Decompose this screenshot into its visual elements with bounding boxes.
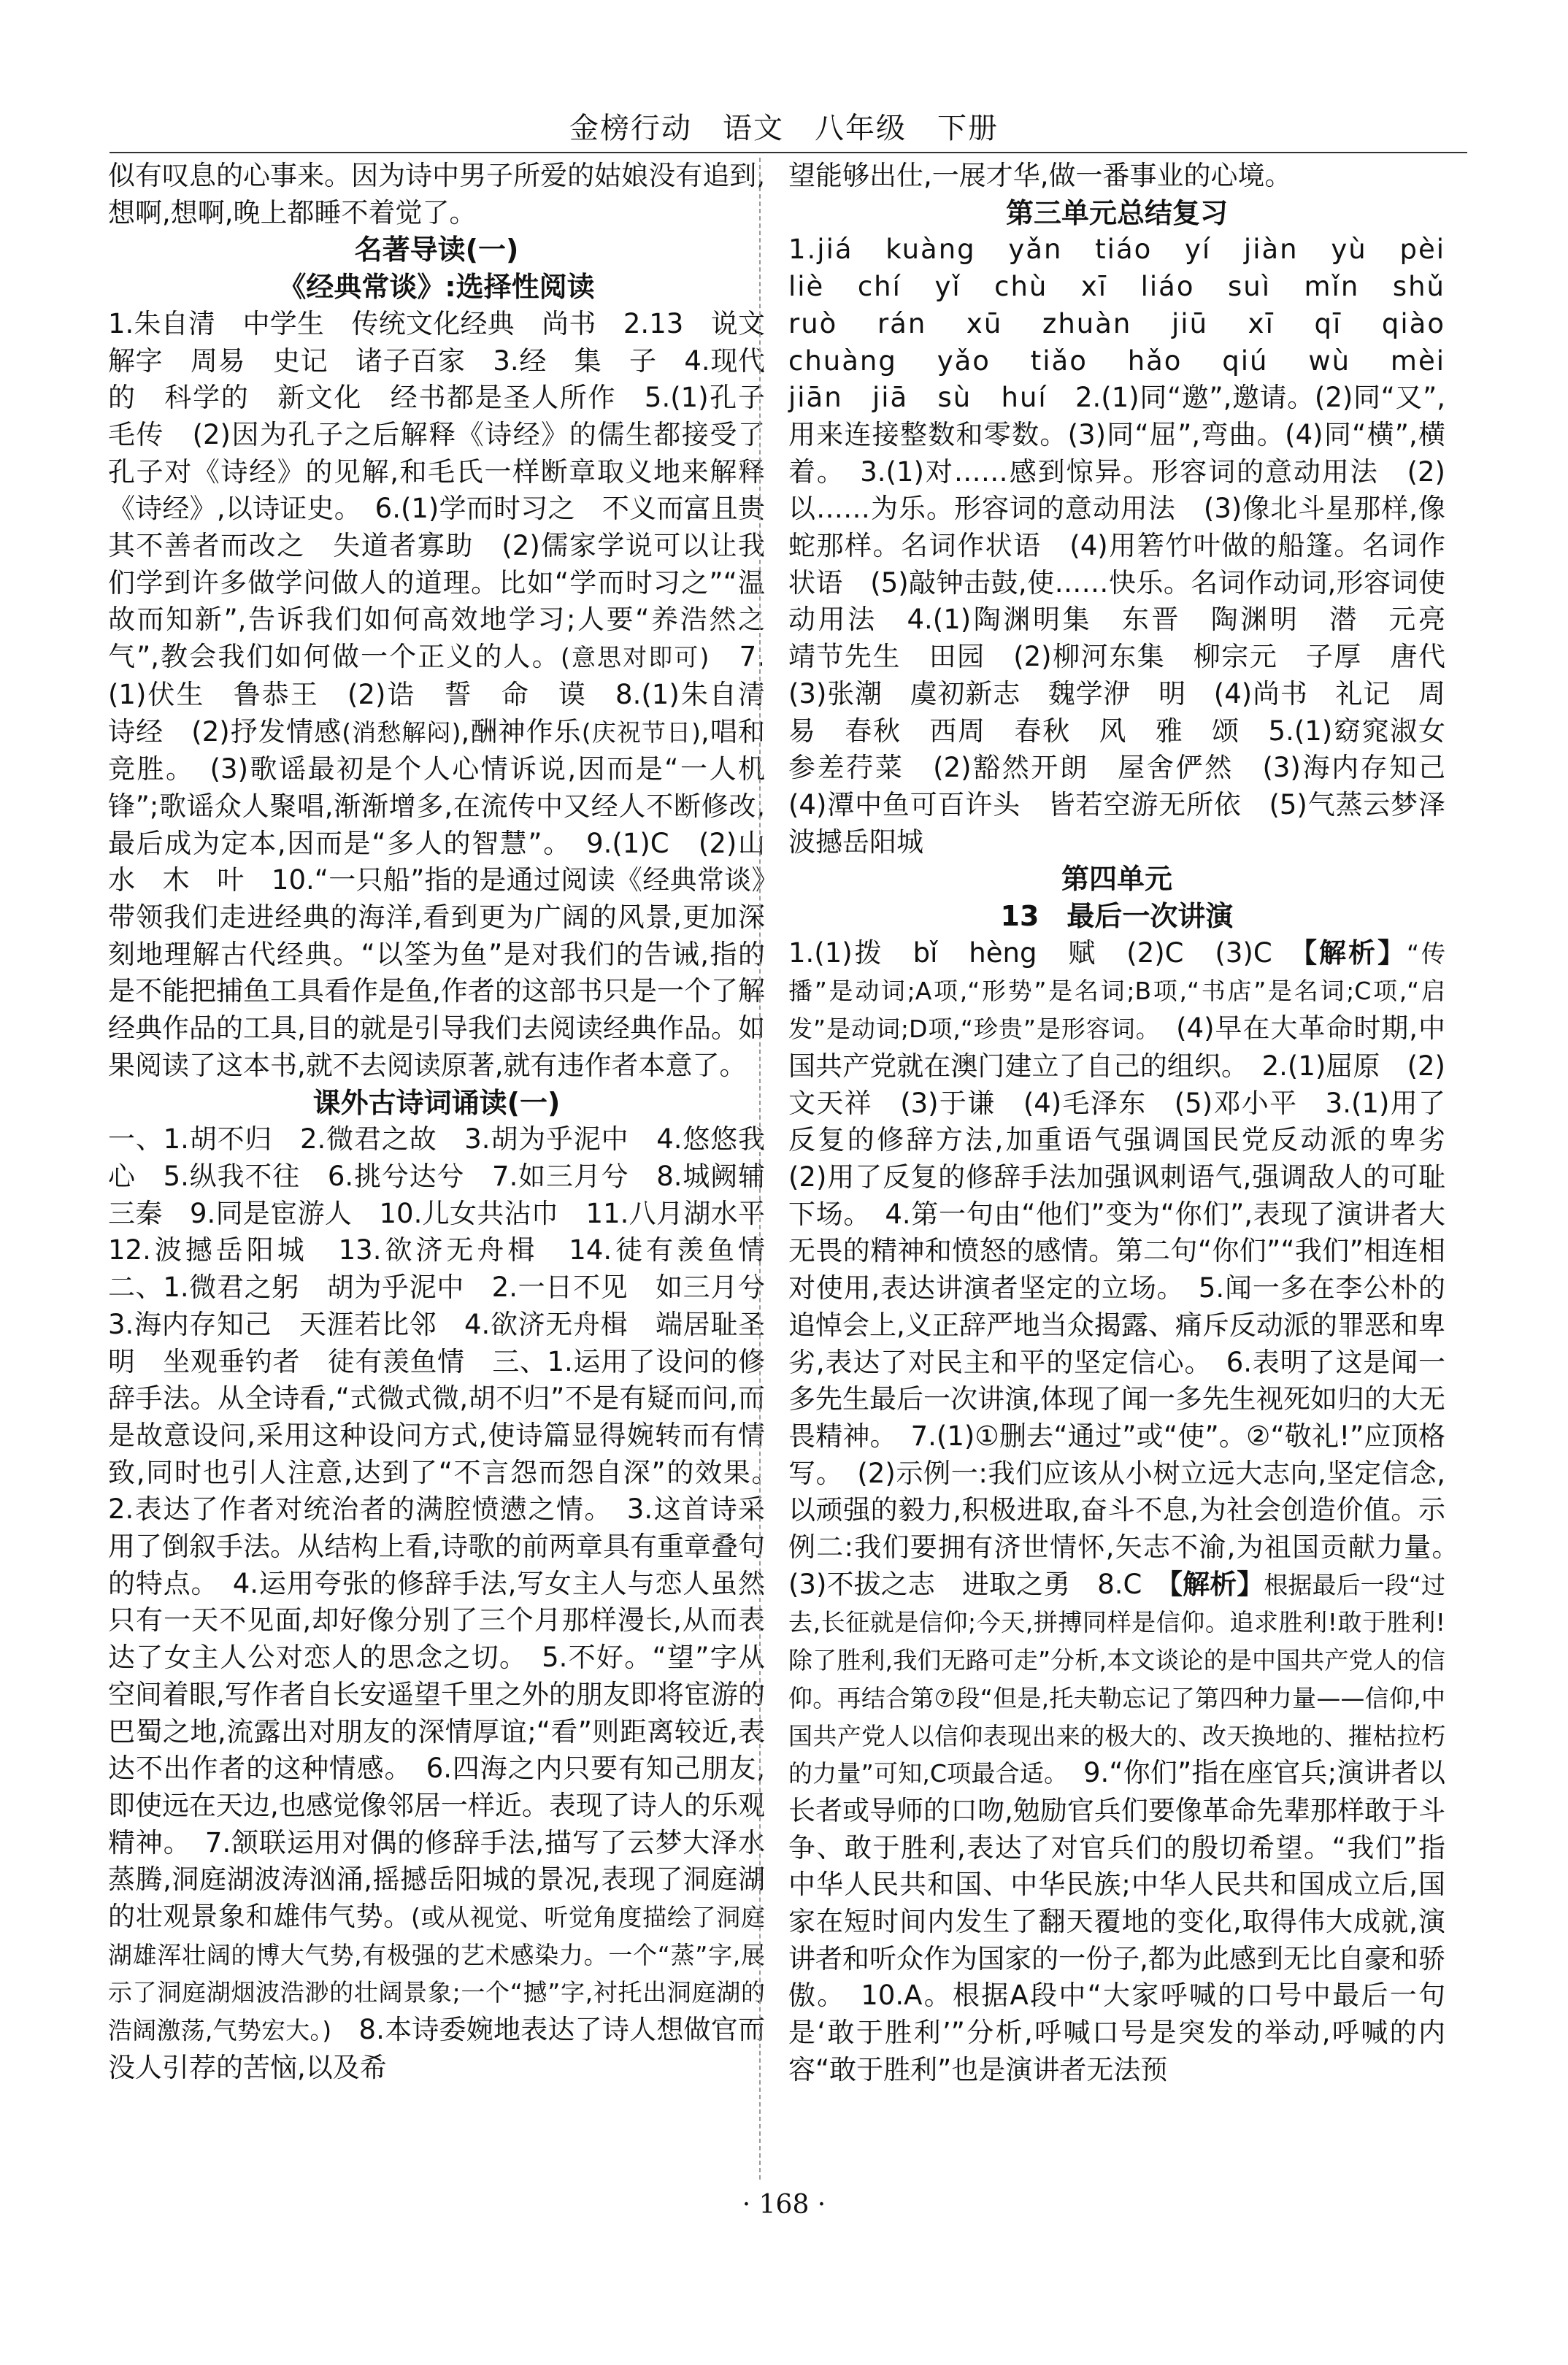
answers-text: 2.(1)同“邀”,邀请。(2)同“又”,用来连接整数和零数。(3)同“屈”,弯曲。(4)同“横”,横着。 3.(1)对……感到惊异。形容词的意动用法 (2)以……为乐。形容词的意动用法 (3)像北斗星那样,像蛇那样。名词作状语 (4)用箬竹叶做的船篷。名词作状语 (5)敲钟击鼓,使……快乐。名词作动词,形容词使动用法 4.(1)陶渊明集 东晋 陶渊明 潜 元亮 靖节先生 田园 (2)柳河东集 柳宗元 子厚 唐代 (3)张潮 虞初新志 魏学洢 明 (4)尚书 礼记 周易 春秋 西周 春秋 风 雅 颂 5.(1)窈窕淑女 参差荇菜 (2)豁然开朗 屋舍俨然 (3)海内存知己 (4)潭中鱼可百许头 皆若空游无所依 (5)气蒸云梦泽 波撼岳阳城 xyxy=(788,382,1472,858)
pinyin-answers: 1.jiá kuàng yǎn tiáo yí jiàn yù pèi liè chí yǐ chù xī liáo suì mǐn shǔ ruò rán xū zhuàn jiū xī qī qiào chuàng yǎo tiǎo hǎo qiú wù mèi jiān jiā sù huí xyxy=(788,234,1474,414)
column-divider xyxy=(759,158,761,2180)
answers-text: (4)早在大革命时期,中国共产党就在澳门建立了自己的组织。 2.(1)屈原 (2)文天祥 (3)于谦 (4)毛泽东 (5)邓小平 3.(1)用了反复的修辞方法,加重语气强调国民党反动派的卑劣 (2)用了反复的修辞手法加强讽刺语气,强调敌人的可耻下场。 4.第一句由“他们”变为“你们”,表现了演讲者大无畏的精神和愤怒的感情。第二句“你们”“我们”相连相对使用,表达讲演者坚定的立场。 5.闻一多在李公朴的追悼会上,义正辞严地当众揭露、痛斥反动派的罪恶和卑劣,表达了对民主和平的坚定信心。 6.表明了这是闻一多先生最后一次讲演,体现了闻一多先生视死如归的大无畏精神。 7.(1)①删去“通过”或“使”。②“敬礼!”应顶格写。 (2)示例一:我们应该从小树立远大志向,坚定信念,以顽强的毅力,积极进取,奋斗不息,为社会创造价值。示例二:我们要拥有济世情怀,矢志不渝,为祖国贡献力量。 (3)不拔之志 进取之勇 8.C xyxy=(788,1012,1472,1600)
answers-text: 9.“你们”指在座官兵;演讲者以长者或导师的口吻,勉励官兵们要像革命先辈那样敢于斗争、敢于胜利,表达了对官兵们的殷切希望。“我们”指中华人民共和国、中华民族;中华人民共和国成立后,国家在短时间内发生了翻天覆地的变化,取得伟大成就,演讲者和听众作为国家的一份子,都为此感到无比自豪和骄傲。 10.A。根据A段中“大家呼喊的口号中最后一句是‘敢于胜利’”分析,呼喊口号是突发的举动,呼喊的内容“敢于胜利”也是演讲者无法预 xyxy=(788,1757,1445,2085)
answers-text: ,唱和竞胜。 (3)歌谣最初是个人心情诉说,因而是“一人机锋”;歌谣众人聚唱,渐渐增多,在流传中又经人不断修改,最后成为定本,因而是“多人的智慧”。 9.(1)C (2)山 水 木 叶 10.“一只船”指的是通过阅读《经典常谈》带领我们走进经典的海洋,看到更为广阔的风景,更加深刻地理解古代经典。“以筌为鱼”是对我们的告诫,指的是不能把捕鱼工具看作是鱼,作者的这部书只是一个了解经典作品的工具,目的就是引导我们去阅读经典作品。如果阅读了这本书,就不去阅读原著,就有违作者本意了。 xyxy=(108,715,792,1081)
right-paragraph-0: 望能够出仕,一展才华,做一番事业的心境。 xyxy=(788,160,1292,191)
analysis-tag: 【解析】 xyxy=(1303,937,1407,969)
section-heading-unit-4: 第四单元 xyxy=(1061,863,1172,896)
right-paragraph-2 xyxy=(788,935,1472,2089)
answers-text: 1.朱自清 中学生 传统文化经典 尚书 2.13 说文解字 周易 史记 诸子百家 3.经 集 子 4.现代的 科学的 新文化 经书都是圣人所作 5.(1)孔子 毛传 (2)因为孔子之后解释《诗经》的儒生都接受了孔子对《诗经》的见解,和毛氏一样断章取义地来解释《诗经》,以诗证史。 6.(1)学而时习之 不义而富且贵 其不善者而改之 失道者寡助 (2)儒家学说可以让我们学到许多做学问做人的道理。比如“学而时习之”“温故而知新”,告诉我们如何高效地学习;人要“养浩然之气”,教会我们如何做一个正义的人。 xyxy=(108,307,792,673)
answers-text: 8.本诗委婉地表达了诗人想做官而没人引荐的苦恼,以及希 xyxy=(108,2014,765,2083)
section-heading-poetry-1: 课外古诗词诵读(一) xyxy=(312,1086,561,1119)
analysis-note: “传播”是动词;A项,“形势”是名词;B项,“书店”是名词;C项,“启发”是动词;D项,“珍贵”是形容词。 xyxy=(788,939,1445,1044)
right-column xyxy=(788,158,1474,2180)
answer-note: (庆祝节日) xyxy=(581,718,702,747)
right-paragraph-1 xyxy=(788,231,1474,861)
page-header: 金榜行动 语文 八年级 下册 xyxy=(569,112,999,145)
left-paragraph-2 xyxy=(108,1121,792,2086)
answers-text: 7.(1)伏生 鲁恭王 (2)诰 誓 命 谟 8.(1)朱自清 诗经 (2)抒发情感 xyxy=(108,641,792,747)
answer-note: (或从视觉、听觉角度描绘了洞庭湖雄浑壮阔的博大气势,有极强的艺术感染力。一个“蒸”字,展示了洞庭湖烟波浩渺的壮阔景象;一个“撼”字,衬托出洞庭湖的浩阔激荡,气势宏大。) xyxy=(108,1903,766,2045)
left-column xyxy=(108,158,792,2180)
answers-text: ,酬神作乐 xyxy=(461,715,582,747)
left-paragraph-1 xyxy=(108,306,792,1085)
answers-text: 1.(1)拨 bǐ hèng 赋 (2)C (3)C xyxy=(788,937,1304,969)
section-heading-unit-3-review: 第三单元总结复习 xyxy=(1005,196,1228,229)
header-rule xyxy=(109,152,1467,153)
lesson-title: 13 最后一次讲演 xyxy=(1000,900,1234,933)
answer-note: (意思对即可) xyxy=(560,643,710,672)
analysis-note: 根据最后一段“过去,长征就是信仰;今天,拼搏同样是信仰。追求胜利!敢于胜利!除了胜利,我们无路可走”分析,本文谈论的是中国共产党人的信仰。再结合第⑦段“但是,托夫勒忘记了第四种力量——信仰,中国共产党人以信仰表现出来的极大的、改天换地的、摧枯拉朽的力量”可知,C项最合适。 xyxy=(788,1570,1445,1788)
answers-text: 一、1.胡不归 2.微君之故 3.胡为乎泥中 4.悠悠我心 5.纵我不往 6.挑兮达兮 7.如三月兮 8.城阙辅三秦 9.同是宦游人 10.儿女共沾巾 11.八月湖水平 12.波撼岳阳城 13.欲济无舟楫 14.徒有羡鱼情 二、1.微君之躬 胡为乎泥中 2.一日不见 如三月兮 3.海内存知己 天涯若比邻 4.欲济无舟楫 端居耻圣明 坐观垂钓者 徒有羡鱼情 三、1.运用了设问的修辞手法。从全诗看,“式微式微,胡不归”不是有疑而问,而是故意设问,采用这种设问方式,使诗篇显得婉转而有情致,同时也引人注意,达到了“不言怨而怨自深”的效果。 2.表达了作者对统治者的满腔愤懑之情。 3.这首诗采用了倒叙手法。从结构上看,诗歌的前两章具有重章叠句的特点。 4.运用夸张的修辞手法,写女主人与恋人虽然只有一天不见面,却好像分别了三个月那样漫长,从而表达了女主人公对恋人的思念之切。 5.不好。“望”字从空间着眼,写作者自长安遥望千里之外的朋友即将宦游的巴蜀之地,流露出对朋友的深情厚谊;“看”则距离较近,表达不出作者的这种情感。 6.四海之内只要有知己朋友,即使远在天边,也感觉像邻居一样近。表现了诗人的乐观精神。 7.颔联运用对偶的修辞手法,描写了云梦大泽水蒸腾,洞庭湖波涛汹涌,摇撼岳阳城的景况,表现了洞庭湖的壮观景象和雄伟气势。 xyxy=(108,1123,792,1933)
left-paragraph-0: 似有叹息的心事来。因为诗中男子所爱的姑娘没有追到,想啊,想啊,晚上都睡不着觉了。 xyxy=(108,160,765,228)
answer-note: (消愁解闷) xyxy=(342,718,461,747)
section-subheading-classics: 《经典常谈》:选择性阅读 xyxy=(278,271,595,304)
section-heading-classics-1: 名著导读(一) xyxy=(354,234,519,266)
analysis-tag: 【解析】 xyxy=(1169,1568,1264,1600)
page-number: · 168 · xyxy=(742,2190,826,2220)
